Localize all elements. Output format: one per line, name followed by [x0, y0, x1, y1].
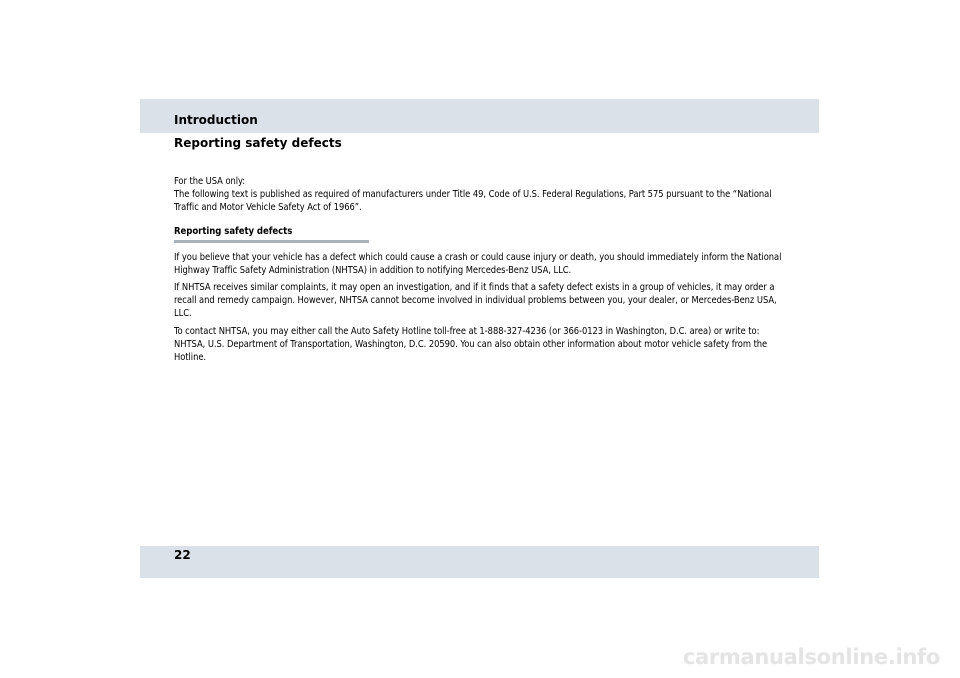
- section-title: Introduction: [174, 113, 258, 127]
- paragraph-3: To contact NHTSA, you may either call the Auto Safety Hotline toll-free at 1-888-327-4236 (or 366-0123 in Washington, D.C. area) or write to: NHTSA, U.S. Department of Transportation, Washington, D.C. 20590. You can also obtain other information about motor vehicle safety from the Hotline.: [174, 325, 768, 364]
- paragraph-2: If NHTSA receives similar complaints, it may open an investigation, and if it finds that a safety defect exists in a group of vehicles, it may order a recall and remedy campaign. However, NHTSA cannot become involved in individual problems between you, your dealer, or Mercedes-Benz USA, LLC.: [174, 282, 777, 320]
- watermark: carmanualsonline.info: [682, 645, 940, 669]
- page-number: 22: [174, 548, 191, 562]
- intro-block: [174, 175, 790, 215]
- footer-band: [140, 546, 819, 578]
- section-heading: Reporting safety defects: [174, 226, 369, 243]
- intro-line-1: For the USA only:: [174, 176, 246, 187]
- paragraph-1: If you believe that your vehicle has a defect which could cause a crash or could cause injury or death, you should immediately inform the National Highway Traffic Safety Administration (NHTSA) in addition to notifying Mercedes-Benz USA, LLC.: [174, 251, 782, 276]
- page-subtitle: Reporting safety defects: [174, 136, 342, 150]
- page-content: [174, 175, 790, 368]
- intro-line-2: The following text is published as required of manufacturers under Title 49, Code of U.S. Federal Regulations, Part 575 pursuant to the “National Traffic and Motor Vehicle Safety Act of 1966”.: [174, 189, 772, 214]
